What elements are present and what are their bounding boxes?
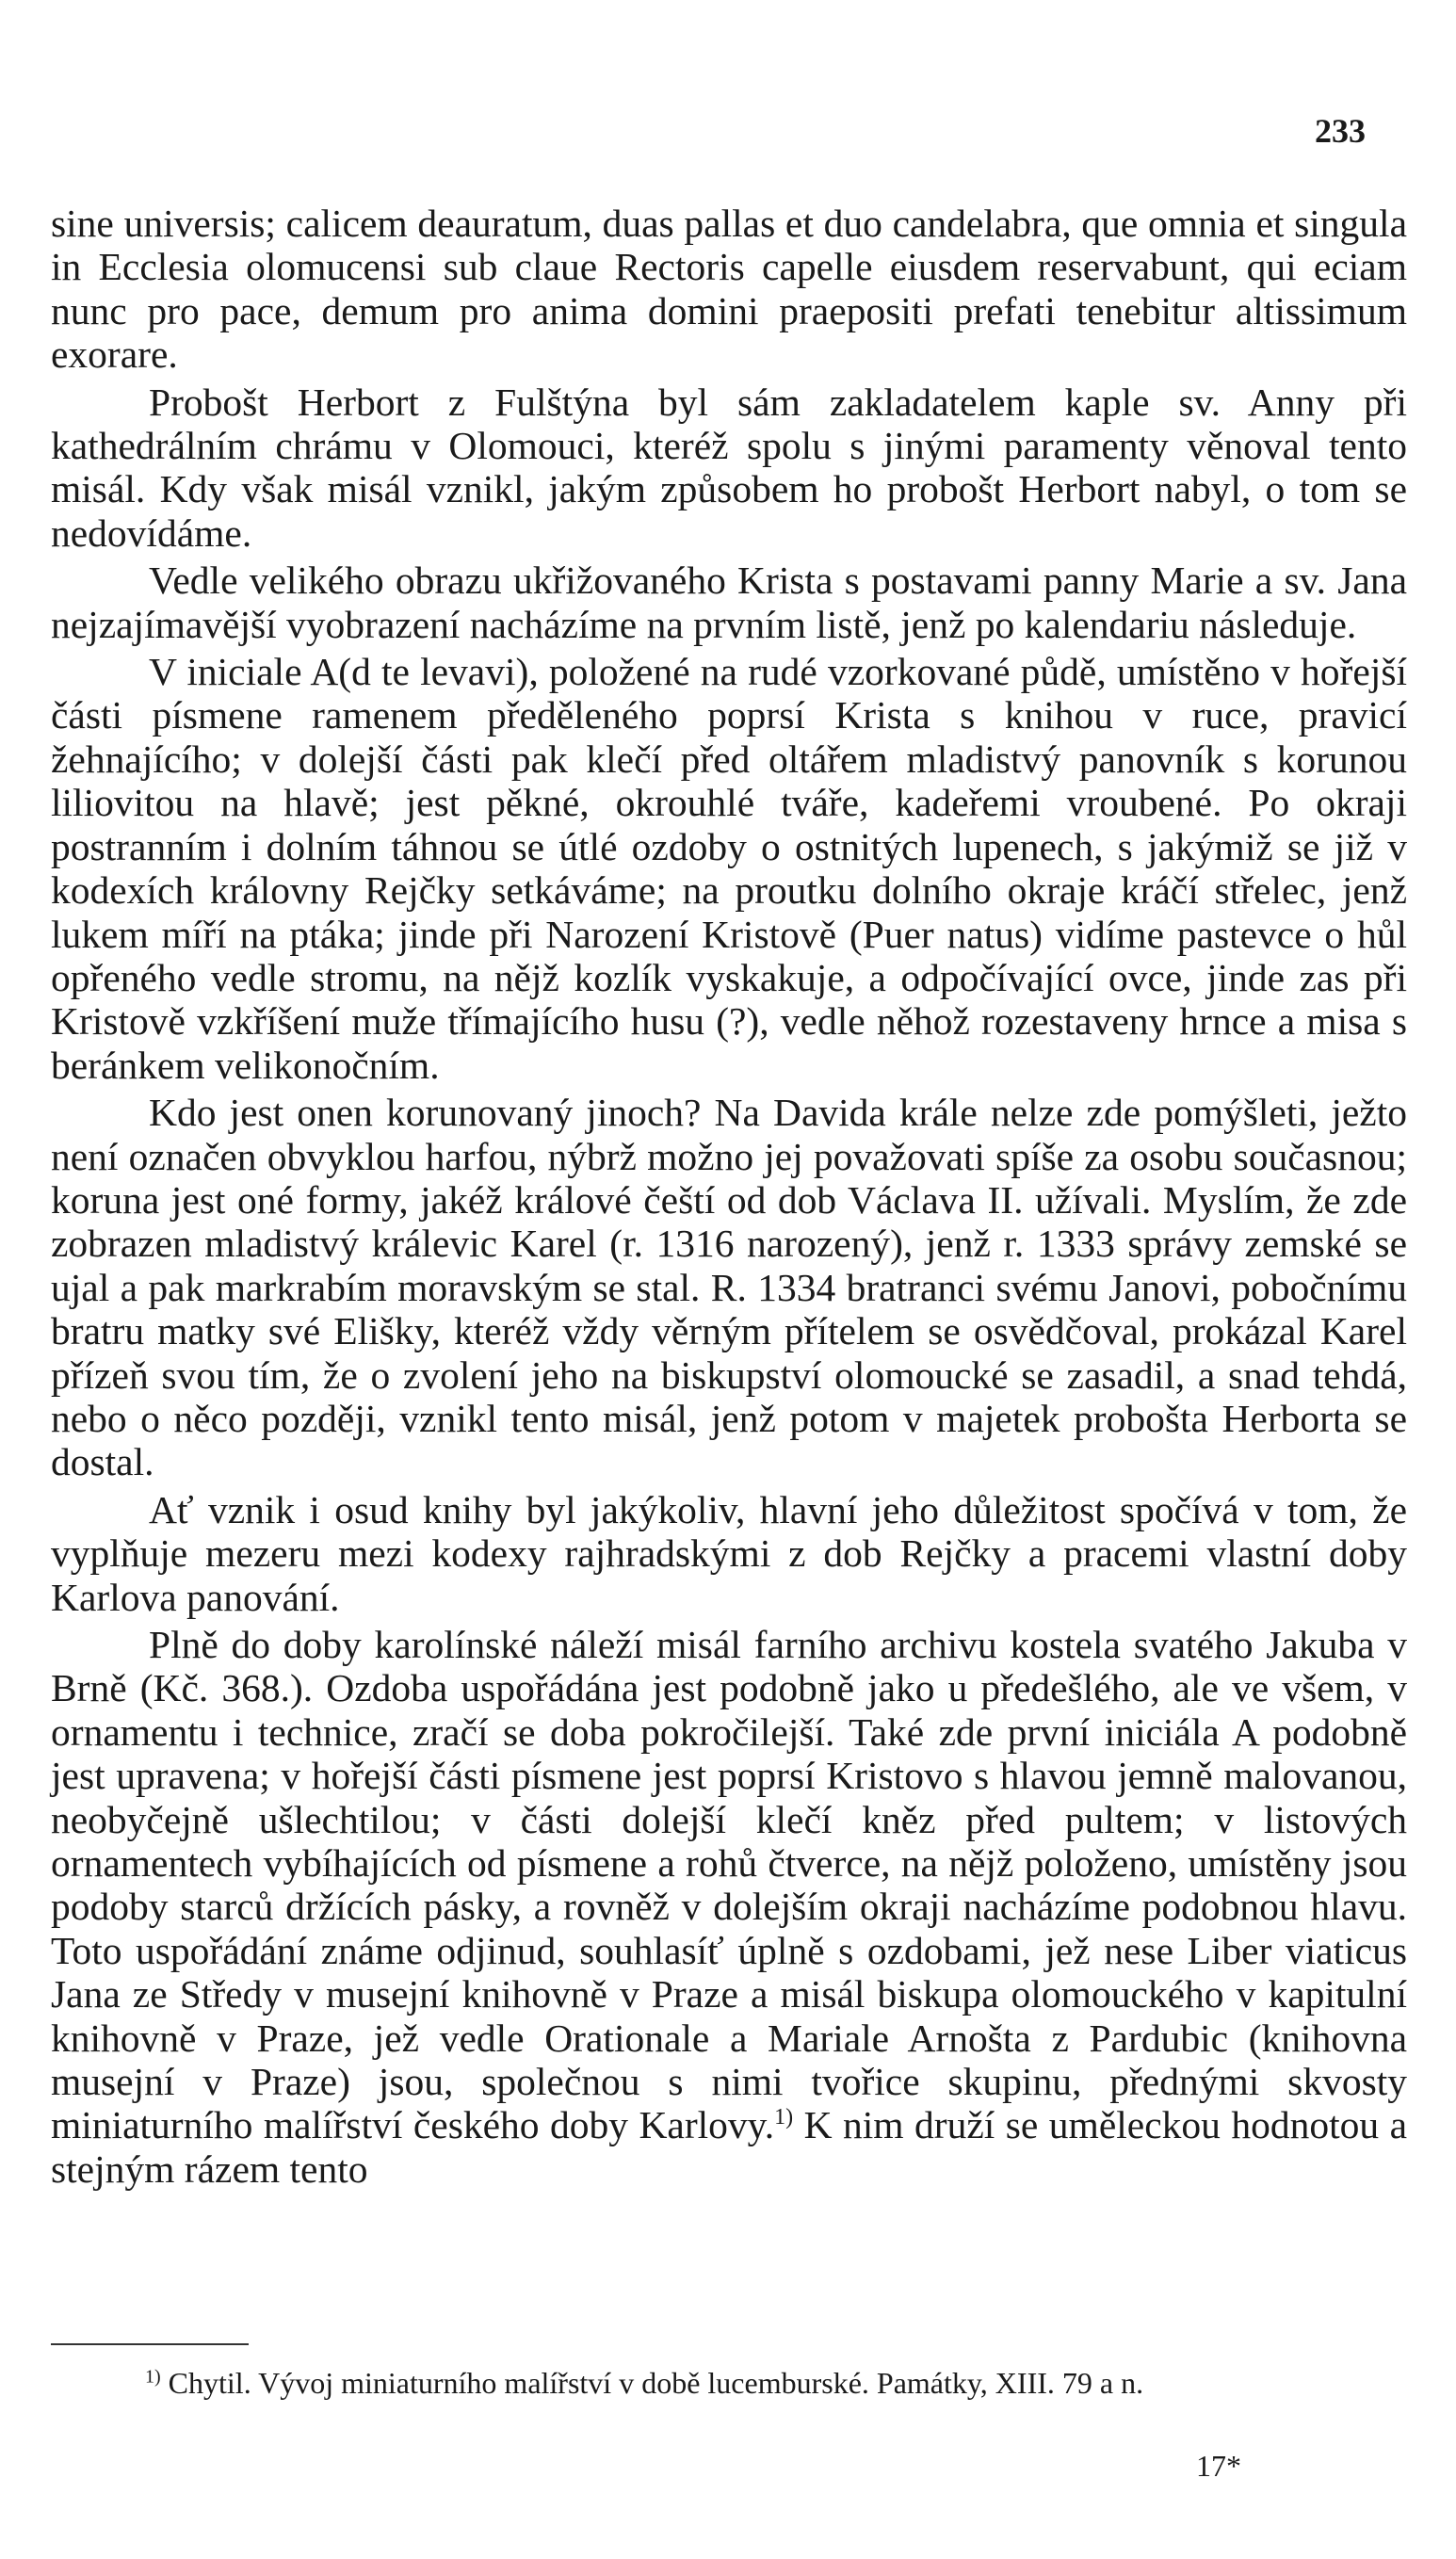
page-number: 233 — [1315, 112, 1366, 150]
paragraph-2: Probošt Herbort z Fulštýna byl sám zakladatelem kaple sv. Anny při kathedrálním chrámu v Olomouci, kteréž spolu s jinými paramenty věnoval tento misál. Kdy však misál vznikl, jakým způsobem ho probošt Herbort nabyl, o tom se nedovídáme. — [51, 380, 1407, 555]
paragraph-7-text: Plně do doby karolínské náleží misál farního archivu kostela svatého Jakuba v Brně (Kč. 368.). Ozdoba uspořádána jest podobně jako u předešlého, ale ve všem, v ornamentu i technice, zračí se doba pokročilejší. Také zde první iniciála A podobně jest upravena; v hořejší části písmene jest poprsí Kristovo s hlavou jemně malovanou, neobyčejně ušlechtilou; v části dolejší klečí kněz před pultem; v listových ornamentech vybíhajících od písmene a rohů čtverce, na nějž položeno, umístěny jsou podoby starců držících pásky, a rovněž v dolejším okraji nacházíme podobnou hlavu. Toto uspořádání známe odjinud, souhlasíť úplně s ozdobami, jež nese Liber viaticus Jana ze Středy v musejní knihovně v Praze a misál biskupa olomouckého v kapitulní knihovně v Praze, jež vedle Orationale a Mariale Arnošta z Pardubic (knihovna musejní v Praze) jsou, společnou s nimi tvořice skupinu, přednými skvosty miniaturního malířství českého doby Karlovy. — [51, 1623, 1407, 2147]
footnote-reference[interactable]: 1) — [774, 2105, 794, 2130]
paragraph-5: Kdo jest onen korunovaný jinoch? Na Davida krále nelze zde pomýšleti, ježto není označen obvyklou harfou, nýbrž možno jej považovati spíše za osobu současnou; koruna jest oné formy, jakéž králové čeští od dob Václava II. užívali. Myslím, že zde zobrazen mladistvý králevic Karel (r. 1316 narozený), jenž r. 1333 správy zemské se ujal a pak markrabím moravským se stal. R. 1334 bratranci svému Janovi, pobočnímu bratru matky své Elišky, kteréž vždy věrným přítelem se osvědčoval, prokázal Karel přízeň svou tím, že o zvolení jeho na biskupství olomoucké se zasadil, a snad tehdá, nebo o něco později, vznikl tento misál, jenž potom v majetek probošta Herborta se dostal. — [51, 1091, 1407, 1484]
paragraph-3: Vedle velikého obrazu ukřižovaného Krista s postavami panny Marie a sv. Jana nejzajímavější vyobrazení nacházíme na prvním listě, jenž po kalendariu následuje. — [51, 559, 1407, 646]
footnote-divider — [51, 2343, 249, 2345]
paragraph-6: Ať vznik i osud knihy byl jakýkoliv, hlavní jeho důležitost spočívá v tom, že vyplňuje mezeru mezi kodexy rajhradskými z dob Rejčky a pracemi vlastní doby Karlova panování. — [51, 1487, 1407, 1619]
paragraph-7 — [51, 1623, 1407, 2191]
footnote-text: Chytil. Vývoj miniaturního malířství v době lucemburské. Památky, XIII. 79 a n. — [160, 2366, 1144, 2400]
footnote-marker: 1) — [145, 2366, 161, 2388]
signature-mark: 17* — [1196, 2449, 1241, 2483]
paragraph-7-tail: K nim druží se uměleckou hodnotou a stejným rázem tento — [51, 2103, 1408, 2191]
footnote-1 — [51, 2362, 1407, 2404]
main-text — [51, 202, 1407, 2191]
paragraph-4: V iniciale A(d te levavi), položené na rudé vzorkované půdě, umístěno v hořejší části písmene ramenem předěleného poprsí Krista s knihou v ruce, pravicí žehnajícího; v dolejší části pak klečí před oltářem mladistvý panovník s korunou liliovitou na hlavě; jest pěkné, okrouhlé tváře, kadeřemi vroubené. Po okraji postranním i dolním táhnou se útlé ozdoby o ostnitých lupenech, s jakýmiž se již v kodexích královny Rejčky setkáváme; na proutku dolního okraje kráčí střelec, jenž lukem míří na ptáka; jinde při Narození Kristově (Puer natus) vidíme pastevce o hůl opřeného vedle stromu, na nějž kozlík vyskakuje, a odpočívající ovce, jinde zas při Kristově vzkříšení muže třímajícího husu (?), vedle něhož rozestaveny hrnce a misa s beránkem velikonočním. — [51, 650, 1407, 1087]
paragraph-1: sine universis; calicem deauratum, duas pallas et duo candelabra, que omnia et singula in Ecclesia olomucensi sub claue Rectoris capelle eiusdem reservabunt, qui eciam nunc pro pace, demum pro anima domini praepositi prefati tenebitur altissimum exorare. — [51, 202, 1407, 377]
